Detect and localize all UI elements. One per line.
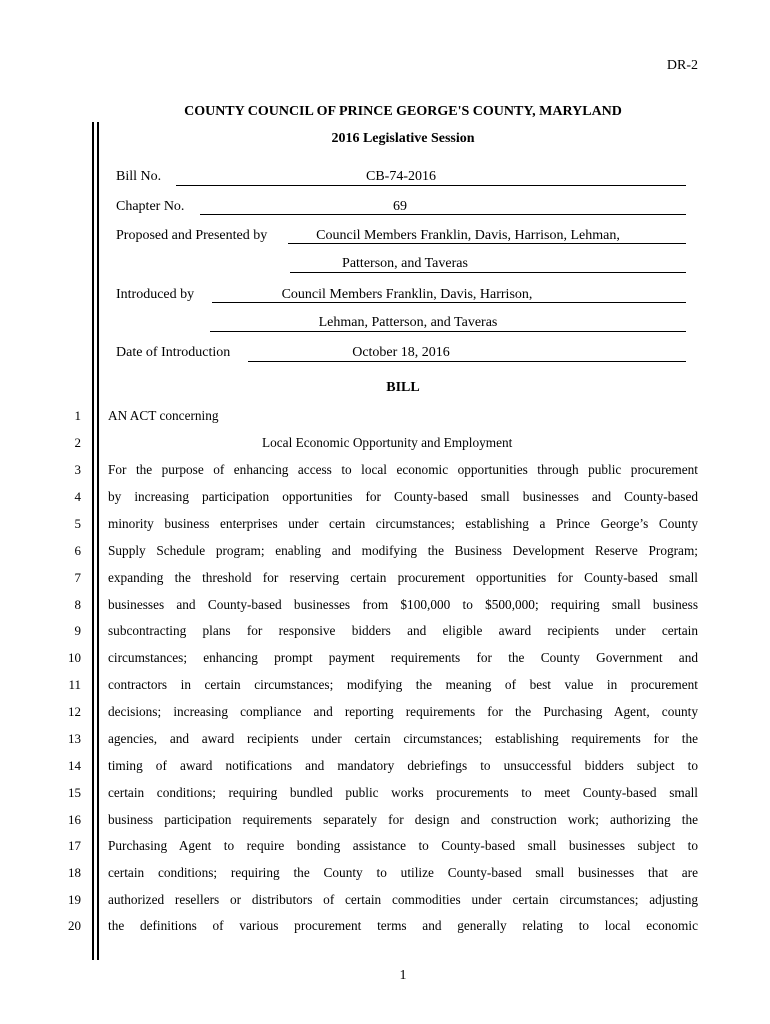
line-number: 10 <box>68 650 81 665</box>
bill-line: circumstances; enhancing prompt payment requirements for the County Government and <box>108 650 698 665</box>
bill-subject-line: Local Economic Opportunity and Employment <box>262 435 513 450</box>
bill-no-underline <box>176 185 686 186</box>
bill-no-value: CB-74-2016 <box>366 169 436 184</box>
bill-line: agencies, and award recipients under certain circumstances; establishing requirements for the <box>108 731 698 746</box>
date-intro-label: Date of Introduction <box>116 345 231 360</box>
bill-line: subcontracting plans for responsive bidders and eligible award recipients under certain <box>108 623 698 638</box>
bill-line: the definitions of various procurement terms and generally relating to local economic <box>108 918 698 933</box>
change-bar-left <box>92 122 94 960</box>
line-number: 2 <box>74 435 81 450</box>
bill-line: business participation requirements separately for design and construction work; authorizing the <box>108 812 698 827</box>
bill-heading: BILL <box>386 380 420 395</box>
bill-line: expanding the threshold for reserving certain procurement opportunities for County-based small <box>108 570 698 585</box>
date-intro-value: October 18, 2016 <box>352 345 450 360</box>
bill-line: AN ACT concerning <box>108 408 219 423</box>
line-number: 16 <box>68 812 81 827</box>
bill-no-label: Bill No. <box>116 169 162 184</box>
document-id: DR-2 <box>666 58 698 73</box>
introduced-by-label: Introduced by <box>116 287 195 302</box>
line-number: 17 <box>68 838 81 853</box>
proposed-by-value-1: Council Members Franklin, Davis, Harrison, Lehman, <box>316 228 620 243</box>
bill-line: timing of award notifications and mandatory debriefings to unsuccessful bidders subject to <box>108 758 698 773</box>
line-number: 4 <box>74 489 81 504</box>
line-number: 18 <box>68 865 81 880</box>
line-number: 1 <box>74 408 81 423</box>
line-number: 13 <box>68 731 81 746</box>
line-number: 14 <box>68 758 81 773</box>
page-number: 1 <box>399 968 407 983</box>
line-number: 20 <box>68 918 81 933</box>
chapter-no-label: Chapter No. <box>116 199 185 214</box>
line-number: 11 <box>68 677 81 692</box>
proposed-by-value-2: Patterson, and Taveras <box>342 256 468 271</box>
line-number: 9 <box>74 623 81 638</box>
bill-line: by increasing participation opportunities for County-based small businesses and County-based <box>108 489 698 504</box>
line-number: 6 <box>74 543 81 558</box>
chapter-no-value: 69 <box>393 199 407 214</box>
bill-line: certain conditions; requiring bundled public works procurements to meet County-based small <box>108 785 698 800</box>
introduced-by-underline-2 <box>210 331 686 332</box>
council-title: COUNTY COUNCIL OF PRINCE GEORGE'S COUNTY, MARYLAND <box>184 104 622 119</box>
bill-line: Purchasing Agent to require bonding assistance to County-based small businesses subject to <box>108 838 698 853</box>
line-number: 5 <box>74 516 81 531</box>
change-bar-right <box>97 122 99 960</box>
proposed-by-label: Proposed and Presented by <box>116 228 268 243</box>
proposed-by-underline-2 <box>290 272 686 273</box>
line-number: 15 <box>68 785 81 800</box>
bill-line: minority business enterprises under certain circumstances; establishing a Prince George’s County <box>108 516 698 531</box>
introduced-by-value-1: Council Members Franklin, Davis, Harrison, <box>281 287 533 302</box>
bill-line: contractors in certain circumstances; modifying the meaning of best value in procurement <box>108 677 698 692</box>
line-number: 8 <box>74 597 81 612</box>
session-title: 2016 Legislative Session <box>331 131 475 146</box>
bill-line: Supply Schedule program; enabling and modifying the Business Development Reserve Program; <box>108 543 698 558</box>
line-number: 19 <box>68 892 81 907</box>
bill-line: For the purpose of enhancing access to local economic opportunities through public procurement <box>108 462 698 477</box>
introduced-by-value-2: Lehman, Patterson, and Taveras <box>318 315 498 330</box>
bill-line: certain conditions; requiring the County to utilize County-based small businesses that are <box>108 865 698 880</box>
line-number: 12 <box>68 704 81 719</box>
date-intro-underline <box>248 361 686 362</box>
line-number: 3 <box>74 462 81 477</box>
line-number: 7 <box>74 570 81 585</box>
bill-line: decisions; increasing compliance and reporting requirements for the Purchasing Agent, county <box>108 704 698 719</box>
bill-line: businesses and County-based businesses from $100,000 to $500,000; requiring small business <box>108 597 698 612</box>
bill-line: authorized resellers or distributors of certain commodities under certain circumstances; adjusting <box>108 892 698 907</box>
